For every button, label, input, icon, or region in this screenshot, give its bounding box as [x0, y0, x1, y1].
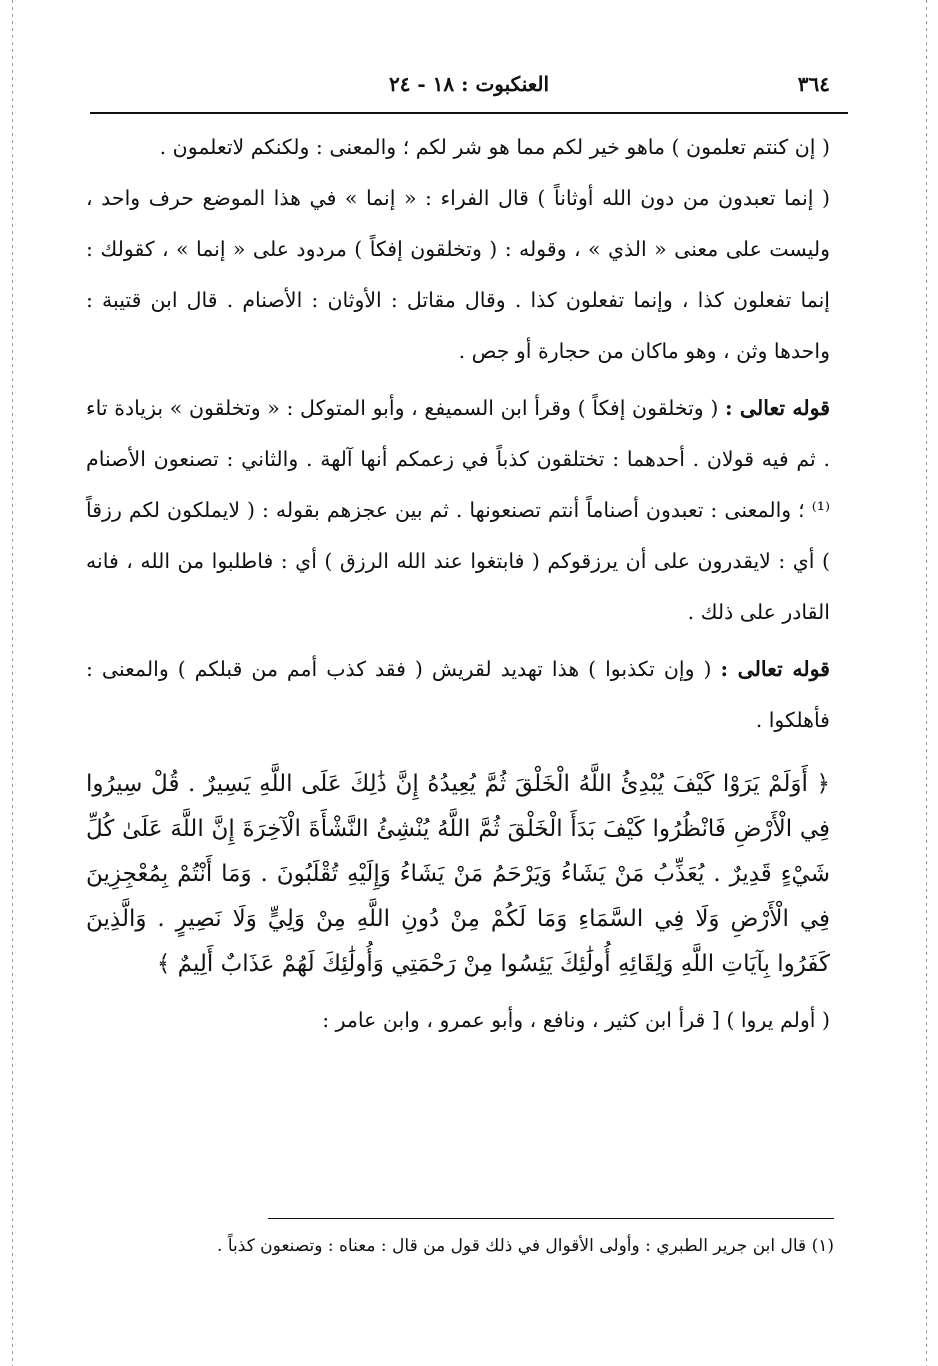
- page-number: ٣٦٤: [797, 72, 830, 96]
- paragraph-1: ( إن كنتم تعلمون ) ماهو خير لكم مما هو شر لكم ؛ والمعنى : ولكنكم لاتعلمون .: [159, 135, 830, 159]
- paragraph-4: [86, 644, 830, 746]
- paragraph-4-text: ( وإن تكذبوا ) هذا تهديد لقريش ( فقد كذب أمم من قبلكم ) والمعنى : فأهلكوا .: [86, 657, 830, 732]
- header-rule: [90, 112, 848, 114]
- paragraph-3-text: ( وتخلقون إفكاً ) وقرأ ابن السميفع ، وأبو المتوكل : « وتخلقون » بزيادة تاء . ثم فيه قولان . أحدهما : تختلقون كذباً في زعمكم أنها آلهة . والثاني : تصنعون الأصنام ⁽¹⁾ ؛ والمعنى : تعبدون أصناماً أنتم تصنعونها . ثم بين عجزهم بقوله : ( لايملكون لكم رزقاً ) أي : لايقدرون على أن يرزقوكم ( فابتغوا عند الله الرزق ) أي : فاطلبوا من الله ، فانه القادر على ذلك .: [86, 396, 830, 624]
- paragraph-3: [86, 383, 830, 638]
- footnote-rule: [268, 1218, 834, 1219]
- lead-phrase: قوله تعالى :: [720, 657, 830, 681]
- running-title: العنكبوت : ١٨ - ٢٤: [388, 72, 550, 96]
- scan-edge-right: [926, 0, 927, 1366]
- page-header: [108, 72, 830, 102]
- scan-edge-left: [12, 0, 13, 1366]
- paragraph-2: ( إنما تعبدون من دون الله أوثاناً ) قال الفراء : « إنما » في هذا الموضع حرف واحد ، وليست على معنى « الذي » ، وقوله : ( وتخلقون إفكاً ) مردود على « إنما » ، كقولك : إنما تفعلون كذا ، وإنما تفعلون كذا . وقال مقاتل : الأوثان : الأصنام . قال ابن قتيبة : واحدها وثن ، وهو ماكان من حجارة أو جص .: [86, 186, 830, 363]
- paragraph-5: ( أولم يروا ) [ قرأ ابن كثير ، ونافع ، وأبو عمرو ، وابن عامر :: [322, 1008, 830, 1032]
- footnote: (١) قال ابن جرير الطبري : وأولى الأقوال في ذلك قول من قال : معناه : وتصنعون كذباً .: [217, 1236, 834, 1256]
- lead-phrase: قوله تعالى :: [725, 396, 830, 420]
- page-body: [86, 122, 830, 1046]
- quran-verse: ﴿ أَوَلَمْ يَرَوْا كَيْفَ يُبْدِئُ اللَّهُ الْخَلْقَ ثُمَّ يُعِيدُهُ إِنَّ ذَٰلِكَ عَلَى اللَّهِ يَسِيرٌ . قُلْ سِيرُوا فِي الْأَرْضِ فَانْظُرُوا كَيْفَ بَدَأَ الْخَلْقَ ثُمَّ اللَّهُ يُنْشِئُ النَّشْأَةَ الْآخِرَةَ إِنَّ اللَّهَ عَلَىٰ كُلِّ شَيْءٍ قَدِيرٌ . يُعَذِّبُ مَنْ يَشَاءُ وَيَرْحَمُ مَنْ يَشَاءُ وَإِلَيْهِ تُقْلَبُونَ . وَمَا أَنْتُمْ بِمُعْجِزِينَ فِي الْأَرْضِ وَلَا فِي السَّمَاءِ وَمَا لَكُمْ مِنْ دُونِ اللَّهِ مِنْ وَلِيٍّ وَلَا نَصِيرٍ . وَالَّذِينَ كَفَرُوا بِآيَاتِ اللَّهِ وَلِقَائِهِ أُولَٰئِكَ يَئِسُوا مِنْ رَحْمَتِي وَأُولَٰئِكَ لَهُمْ عَذَابٌ أَلِيمٌ ﴾: [86, 771, 830, 977]
